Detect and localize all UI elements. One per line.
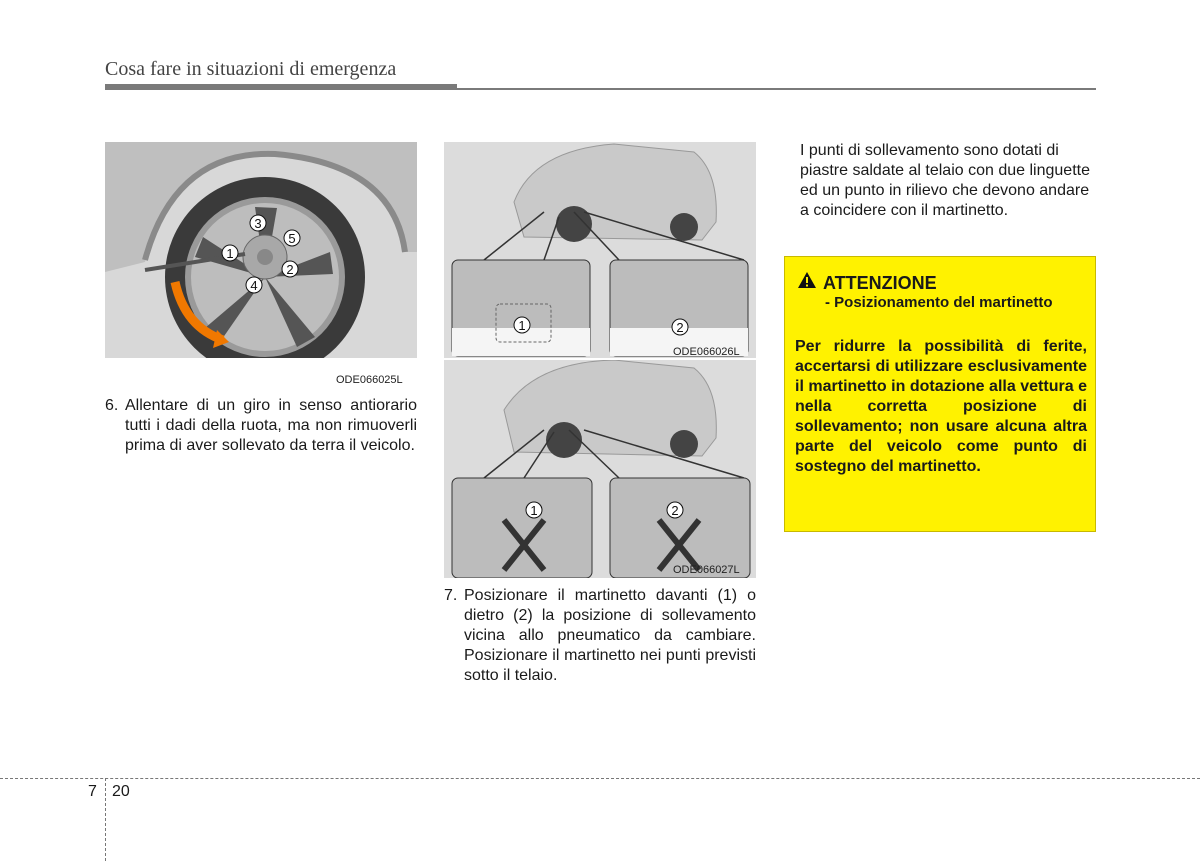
step-7-text: Posizionare il martinetto davanti (1) o dietro (2) la posizione di sollevamento vicina allo pneumatico da cambiare. Posizionare il martinetto nei punti previsti sotto il telaio. xyxy=(464,587,756,684)
lift-marker-2: 2 xyxy=(676,320,684,335)
warning-subtitle: - Posizionamento del martinetto xyxy=(825,294,1053,311)
wheel-figure-code: ODE066025L xyxy=(336,374,403,386)
jack-position-figure xyxy=(444,360,756,578)
wheel-marker-2: 2 xyxy=(286,262,294,277)
footer-divider xyxy=(105,778,106,861)
warning-triangle-icon xyxy=(797,271,817,294)
step-7-number: 7. xyxy=(444,587,458,604)
header-rule xyxy=(105,88,1096,90)
lift-points-figure xyxy=(444,142,756,358)
warning-box xyxy=(784,256,1096,532)
jack-figure-code: ODE066027L xyxy=(673,564,740,576)
lift-points-intro: I punti di sollevamento sono dotati di piastre saldate al telaio con due linguette ed un punto in rilievo che devono andare a coincidere con il martinetto. xyxy=(800,142,1090,219)
wheel-marker-3: 3 xyxy=(254,216,262,231)
warning-heading xyxy=(797,271,937,294)
step-7 xyxy=(444,586,756,706)
page-header-title: Cosa fare in situazioni di emergenza xyxy=(105,58,397,80)
chapter-number: 7 xyxy=(88,783,97,800)
step-6-text: Allentare di un giro in senso antiorario tutti i dadi della ruota, ma non rimuoverli prima di aver sollevato da terra il veicolo. xyxy=(125,397,417,454)
page-number: 20 xyxy=(112,783,130,800)
step-6 xyxy=(105,396,417,476)
step-6-number: 6. xyxy=(105,397,119,414)
jack-marker-1: 1 xyxy=(530,503,538,518)
wheel-marker-5: 5 xyxy=(288,231,296,246)
wheel-marker-4: 4 xyxy=(250,278,258,293)
lift-figure-code: ODE066026L xyxy=(673,346,740,358)
footer-rule xyxy=(0,778,1200,779)
jack-marker-2: 2 xyxy=(671,503,679,518)
wheel-marker-1: 1 xyxy=(226,246,234,261)
lift-marker-1: 1 xyxy=(518,318,526,333)
wheel-nut-figure xyxy=(105,142,417,358)
warning-title: ATTENZIONE xyxy=(823,273,937,293)
warning-body: Per ridurre la possibilità di ferite, accertarsi di utilizzare esclusivamente il martinetto in dotazione alla vettura e nella corretta posizione di sollevamento; non usare alcuna altra parte del veicolo come punto di sostegno del martinetto. xyxy=(795,338,1087,475)
